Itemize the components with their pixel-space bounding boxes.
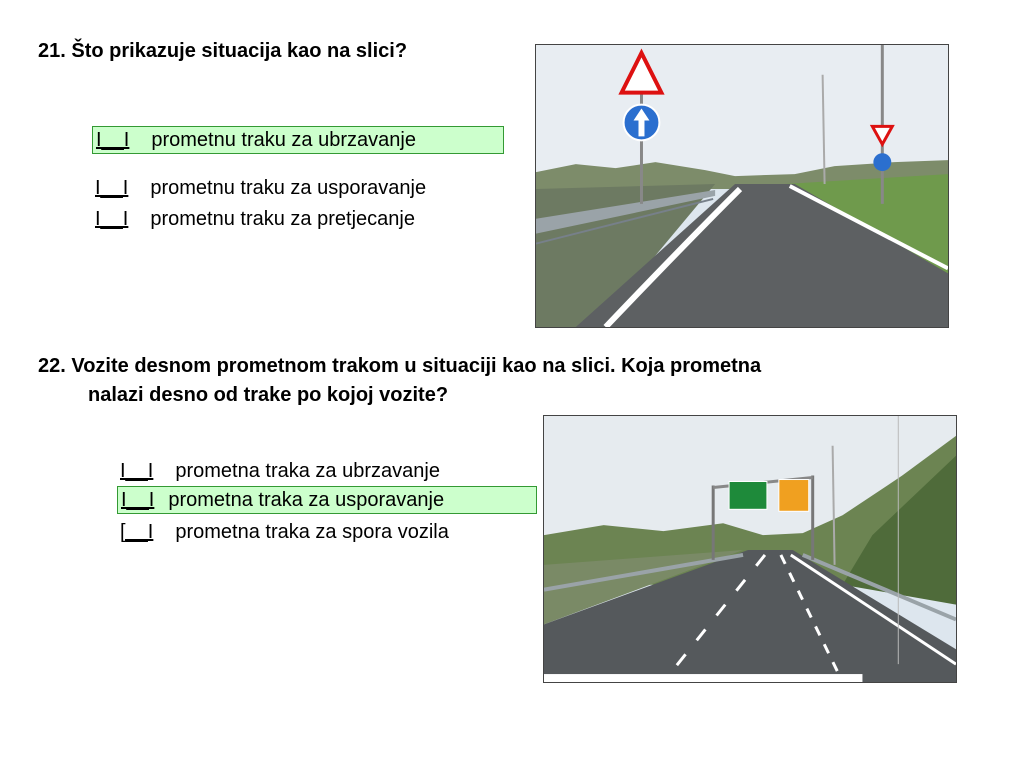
answer-label: prometnu traku za pretjecanje [150,208,415,230]
answer-label: prometna traka za spora vozila [175,521,449,543]
answer-label: prometnu traku za ubrzavanje [151,129,416,151]
answer-checkbox[interactable]: I__I [95,177,129,199]
question-22-title-line2: nalazi desno od trake po kojoj vozite? [88,384,449,406]
answer-checkbox[interactable]: I__I [120,460,154,482]
q22-answer-1[interactable] [120,457,440,485]
answer-label: prometna traka za usporavanje [168,489,445,511]
answer-checkbox[interactable]: I__I [95,208,129,230]
q22-answer-3[interactable] [120,518,449,546]
q21-answer-2[interactable] [95,174,426,202]
q21-answer-3[interactable] [95,205,415,233]
answer-label: prometna traka za ubrzavanje [175,460,440,482]
answer-checkbox[interactable]: I__I [121,489,155,511]
question-22-title-line1: 22. Vozite desnom prometnom trakom u situaciji kao na slici. Koja prometna [38,355,762,377]
q21-answer-1[interactable] [92,126,504,154]
answer-checkbox[interactable]: [__I [120,521,154,543]
answer-label: prometnu traku za usporavanje [150,177,427,199]
question-21-title: 21. Što prikazuje situacija kao na slici? [38,40,408,62]
q22-answer-2[interactable] [117,486,537,514]
q21-road-photo [535,44,949,328]
answer-checkbox[interactable]: I__I [96,129,130,151]
q22-road-photo [543,415,957,683]
